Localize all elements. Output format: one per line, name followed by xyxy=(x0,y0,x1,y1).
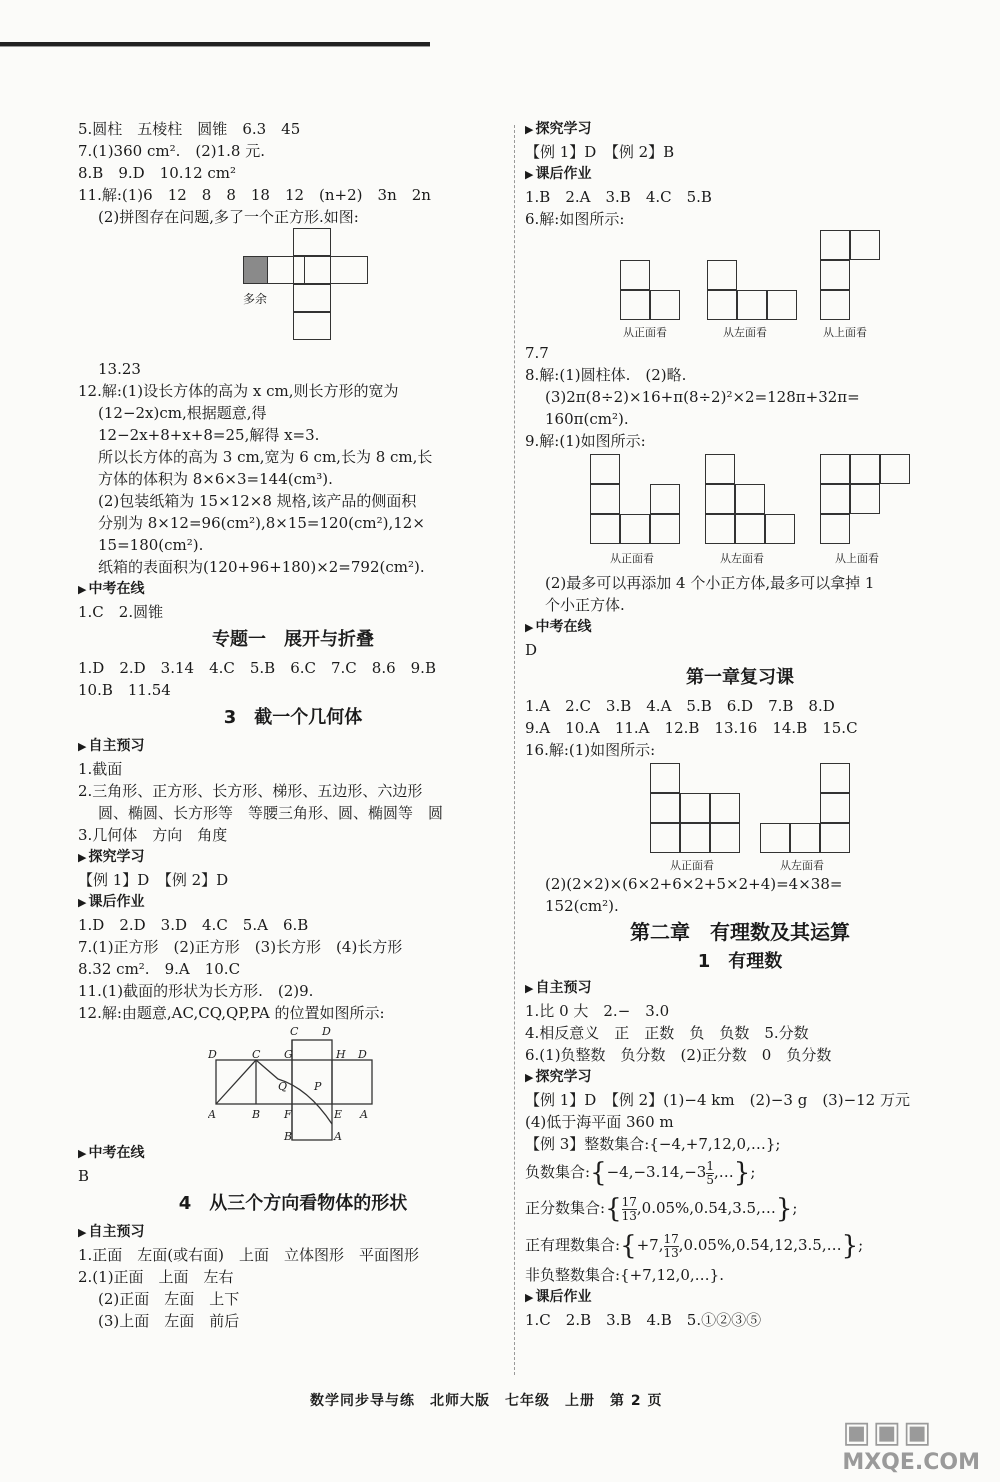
set-line-negative: 负数集合:{−4,−3.14,−3 $\frac{1}{5}$ ,…}; xyxy=(525,1158,756,1188)
answer-line: 所以长方体的高为 3 cm,宽为 6 cm,长为 8 cm,长 xyxy=(98,448,433,466)
answer-line: 10.B 11.54 xyxy=(78,681,171,699)
point-label: F xyxy=(284,1108,292,1121)
answer-line: 13.23 xyxy=(98,360,141,378)
page-footer: 数学同步导与练 北师大版 七年级 上册 第 2 页 xyxy=(310,1393,663,1409)
section-heading: ▶ 自主预习 xyxy=(78,1221,508,1244)
point-label: P xyxy=(314,1080,322,1093)
answer-line: 9.解:(1)如图所示: xyxy=(525,432,646,450)
answer-line: 6.(1)负整数 负分数 (2)正分数 0 负分数 xyxy=(525,1046,832,1064)
fraction: $\frac{1}{5}$ xyxy=(706,1158,714,1187)
section-title: 3 截一个几何体 xyxy=(223,707,363,728)
point-label: D xyxy=(322,1025,331,1038)
view-square xyxy=(820,484,850,514)
view-caption: 从正面看 xyxy=(610,552,654,565)
right-column xyxy=(525,118,955,1331)
set-items: ,0.05%,0.54,3.5,… xyxy=(636,1199,776,1217)
answer-line: 9.A 10.A 11.A 12.B 13.16 14.B 15.C xyxy=(525,719,858,737)
example-line: 【例 1】D 【例 2】D xyxy=(78,871,229,889)
answer-line: 1.正面 左面(或右面) 上面 立体图形 平面图形 xyxy=(78,1246,420,1264)
answer-line: (2)包装纸箱为 15×12×8 规格,该产品的侧面积 xyxy=(98,492,417,510)
extra-square xyxy=(243,256,268,284)
section-heading: ▶ 中考在线 xyxy=(78,578,508,601)
view-square xyxy=(850,484,880,514)
answer-line: 12.解:(1)设长方体的高为 x cm,则长方形的宽为 xyxy=(78,382,399,400)
section-title: 1 有理数 xyxy=(697,951,783,972)
set-items: −4,−3.14,−3 xyxy=(606,1163,707,1181)
cut-diagram-svg xyxy=(208,1024,508,1142)
answer-line: 1.C 2.B 3.B 4.B 5.①②③⑤ xyxy=(525,1311,762,1329)
answer-line: (2)正面 左面 上下 xyxy=(98,1290,240,1308)
left-column xyxy=(78,118,508,1332)
view-square xyxy=(705,484,735,514)
answer-line: 5.圆柱 五棱柱 圆锥 6.3 45 xyxy=(78,120,301,138)
section-heading: ▶ 中考在线 xyxy=(525,616,955,639)
view-square xyxy=(820,260,850,290)
answer-line: (3)2π(8÷2)×16+π(8÷2)²×2=128π+32π= xyxy=(545,388,860,406)
answer-line: 1.D 2.D 3.D 4.C 5.A 6.B xyxy=(78,916,309,934)
view-square xyxy=(650,514,680,544)
view-square xyxy=(737,290,767,320)
answer-line: 1.C 2.圆锥 xyxy=(78,603,164,621)
section-heading: ▶ 探究学习 xyxy=(525,1066,955,1089)
answer-line: 方体的体积为 8×6×3=144(cm³). xyxy=(98,470,333,488)
view-square xyxy=(705,514,735,544)
view-square xyxy=(620,290,650,320)
answer-line: 8.32 cm². 9.A 10.C xyxy=(78,960,241,978)
answer-line: 分别为 8×12=96(cm²),8×15=120(cm²),12× xyxy=(98,514,425,532)
section-heading: ▶ 课后作业 xyxy=(525,163,955,186)
answer-line: 8.B 9.D 10.12 cm² xyxy=(78,164,237,182)
three-views-figure-9 xyxy=(525,452,955,572)
view-square xyxy=(767,290,797,320)
net-square xyxy=(293,284,331,312)
answer-line: 12−2x+8+x+8=25,解得 x=3. xyxy=(98,426,320,444)
example-line: 【例 1】D 【例 2】(1)−4 km (2)−3 g (3)−12 万元 xyxy=(525,1091,910,1109)
chapter-title: 第二章 有理数及其运算 xyxy=(630,920,850,944)
view-square xyxy=(650,290,680,320)
answer-line: (2)最多可以再添加 4 个小正方体,最多可以拿掉 1 xyxy=(545,574,875,592)
answer-line: (12−2x)cm,根据题意,得 xyxy=(98,404,267,422)
view-square xyxy=(620,514,650,544)
view-caption: 从左面看 xyxy=(780,859,824,872)
section-title: 4 从三个方向看物体的形状 xyxy=(178,1193,408,1214)
three-views-figure-6 xyxy=(525,230,955,342)
view-square xyxy=(620,260,650,290)
answer-line: 3.几何体 方向 角度 xyxy=(78,826,228,844)
answer-line: 纸箱的表面积为(120+96+180)×2=792(cm²). xyxy=(98,558,425,576)
answer-line: 11.(1)截面的形状为长方形. (2)9. xyxy=(78,982,314,1000)
example-line: 【例 1】D 【例 2】B xyxy=(525,143,675,161)
set-line-positive-rational: 正有理数集合:{+7, $\frac{17}{13}$ ,0.05%,0.54,12,3.5,…}; xyxy=(525,1231,864,1261)
view-square xyxy=(735,484,765,514)
section-heading: ▶ 课后作业 xyxy=(525,1286,955,1309)
view-square xyxy=(820,763,850,793)
section-heading: ▶ 课后作业 xyxy=(78,891,508,914)
view-square xyxy=(765,514,795,544)
answer-line: 圆、椭圆、长方形等 等腰三角形、圆、椭圆等 圆 xyxy=(98,804,444,822)
answer-line: 160π(cm²). xyxy=(545,410,629,428)
set-line-positive-fraction: 正分数集合:{ $\frac{17}{13}$ ,0.05%,0.54,3.5,…}; xyxy=(525,1194,798,1224)
view-caption: 从正面看 xyxy=(623,326,667,339)
watermark-text: MXQE.COM xyxy=(842,1450,980,1475)
view-square xyxy=(650,823,680,853)
point-label: A xyxy=(360,1108,368,1121)
point-label: B xyxy=(284,1130,293,1142)
point-label: C xyxy=(290,1025,299,1038)
view-square xyxy=(680,823,710,853)
answer-line: 11.解:(1)6 12 8 8 18 12 (n+2) 3n 2n xyxy=(78,186,431,204)
point-label: B xyxy=(252,1108,261,1121)
example-line: 【例 3】整数集合:{−4,+7,12,0,…}; xyxy=(525,1135,781,1153)
answer-line: 15=180(cm²). xyxy=(98,536,204,554)
three-views-figure-16 xyxy=(525,761,955,873)
topic-title: 专题一 展开与折叠 xyxy=(212,629,374,650)
answer-line: 2.(1)正面 上面 左右 xyxy=(78,1268,234,1286)
view-square xyxy=(820,514,850,544)
view-square xyxy=(650,763,680,793)
answer-line: (4)低于海平面 360 m xyxy=(525,1113,674,1131)
set-items: +7, xyxy=(636,1236,664,1254)
answer-line: 6.解:如图所示: xyxy=(525,210,625,228)
view-square xyxy=(590,484,620,514)
answer-line: (2)拼图存在问题,多了一个正方形.如图: xyxy=(98,208,359,226)
view-square xyxy=(820,454,850,484)
view-square xyxy=(790,823,820,853)
answer-line: 4.相反意义 正 正数 负 负数 5.分数 xyxy=(525,1024,809,1042)
view-caption: 从左面看 xyxy=(720,552,764,565)
point-label: E xyxy=(334,1108,343,1121)
answer-line: 7.(1)360 cm². (2)1.8 元. xyxy=(78,142,266,160)
fraction: $\frac{17}{13}$ xyxy=(621,1194,637,1223)
view-square xyxy=(820,230,850,260)
view-caption: 从上面看 xyxy=(823,326,867,339)
view-square xyxy=(820,793,850,823)
answer-line: 1.A 2.C 3.B 4.A 5.B 6.D 7.B 8.D xyxy=(525,697,835,715)
top-rule-thin xyxy=(0,46,430,47)
view-square xyxy=(820,823,850,853)
view-square xyxy=(710,823,740,853)
point-label: G xyxy=(284,1048,293,1061)
point-label: H xyxy=(336,1048,346,1061)
point-label: Q xyxy=(278,1080,288,1093)
answer-line: 1.D 2.D 3.14 4.C 5.B 6.C 7.C 8.6 9.B xyxy=(78,659,436,677)
answer-line: 1.截面 xyxy=(78,760,123,778)
net-square xyxy=(293,312,331,340)
answer-line: 2.三角形、正方形、长方形、梯形、五边形、六边形 xyxy=(78,782,423,800)
set-label: 正有理数集合: xyxy=(525,1236,621,1254)
section-heading: ▶ 探究学习 xyxy=(525,118,955,141)
chapter-review-title: 第一章复习课 xyxy=(686,667,794,688)
answer-line: 152(cm²). xyxy=(545,897,619,915)
answer-line: 16.解:(1)如图所示: xyxy=(525,741,656,759)
point-label: A xyxy=(334,1130,342,1142)
net-square xyxy=(293,228,331,256)
answer-line: 1.比 0 大 2.− 3.0 xyxy=(525,1002,670,1020)
view-square xyxy=(850,230,880,260)
cut-diagram xyxy=(78,1024,508,1142)
view-square xyxy=(707,260,737,290)
section-heading: ▶ 自主预习 xyxy=(78,735,508,758)
watermark-badge-icon: ▣▣▣ xyxy=(842,1415,934,1450)
view-caption: 从正面看 xyxy=(670,859,714,872)
view-square xyxy=(590,514,620,544)
view-square xyxy=(735,514,765,544)
answer-line: 7.(1)正方形 (2)正方形 (3)长方形 (4)长方形 xyxy=(78,938,403,956)
answer-line: 个小正方体. xyxy=(545,596,625,614)
section-heading: ▶ 自主预习 xyxy=(525,977,955,1000)
answer-line: 8.解:(1)圆柱体. (2)略. xyxy=(525,366,687,384)
view-square xyxy=(880,454,910,484)
view-square xyxy=(705,454,735,484)
net-square xyxy=(293,256,331,284)
set-items-tail: ,0.05%,0.54,12,3.5,… xyxy=(678,1236,842,1254)
set-label: 负数集合: xyxy=(525,1163,591,1181)
net-figure xyxy=(78,228,508,358)
view-square xyxy=(707,290,737,320)
view-square xyxy=(760,823,790,853)
answer-line: D xyxy=(525,641,538,659)
answer-line: 7.7 xyxy=(525,344,549,362)
answer-line: 非负整数集合:{+7,12,0,…}. xyxy=(525,1266,724,1284)
view-caption: 从上面看 xyxy=(835,552,879,565)
section-heading: ▶ 中考在线 xyxy=(78,1142,508,1165)
view-square xyxy=(820,290,850,320)
view-square xyxy=(650,484,680,514)
set-label: 正分数集合: xyxy=(525,1199,606,1217)
watermark-logo xyxy=(842,1415,980,1475)
column-divider xyxy=(514,125,515,1375)
extra-label: 多余 xyxy=(243,292,268,306)
point-label: D xyxy=(208,1048,217,1061)
view-square xyxy=(850,454,880,484)
set-items-tail: ,… xyxy=(713,1163,734,1181)
answer-line: B xyxy=(78,1167,90,1185)
answer-line: 1.B 2.A 3.B 4.C 5.B xyxy=(525,188,712,206)
view-square xyxy=(710,793,740,823)
view-square xyxy=(680,793,710,823)
section-heading: ▶ 探究学习 xyxy=(78,846,508,869)
view-square xyxy=(590,454,620,484)
point-label: C xyxy=(252,1048,261,1061)
point-label: D xyxy=(358,1048,367,1061)
fraction: $\frac{17}{13}$ xyxy=(663,1231,679,1260)
view-caption: 从左面看 xyxy=(723,326,767,339)
answer-line: (3)上面 左面 前后 xyxy=(98,1312,240,1330)
point-label: A xyxy=(208,1108,216,1121)
view-square xyxy=(650,793,680,823)
net-square xyxy=(330,256,368,284)
answer-line: (2)(2×2)×(6×2+6×2+5×2+4)=4×38= xyxy=(545,875,843,893)
answer-line: 12.解:由题意,AC,CQ,QP,PA 的位置如图所示: xyxy=(78,1004,385,1022)
